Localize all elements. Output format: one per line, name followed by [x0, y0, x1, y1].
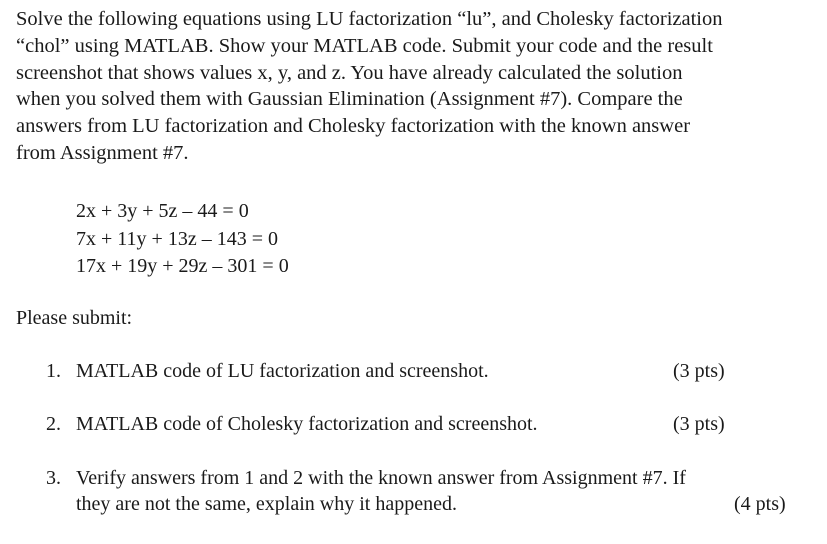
item-number: 2. [46, 413, 61, 435]
instructions-line: “chol” using MATLAB. Show your MATLAB code. Submit your code and the result [16, 34, 713, 57]
instructions-line: answers from LU factorization and Cholesky factorization with the known answer [16, 115, 691, 138]
item-points: (3 pts) [673, 360, 725, 382]
equation-system [76, 198, 289, 281]
equation-3: 17x + 19y + 29z – 301 = 0 [76, 255, 289, 277]
item-text [76, 465, 686, 517]
submission-item-3 [46, 465, 806, 521]
instructions-line: Solve the following equations using LU factorization “lu”, and Cholesky factorization [16, 8, 723, 30]
item-text: MATLAB code of Cholesky factorization and screenshot. [76, 413, 538, 435]
item-points: (3 pts) [673, 413, 725, 435]
item-number: 3. [46, 467, 61, 489]
instructions-line: from Assignment #7. [16, 141, 189, 164]
equation-2: 7x + 11y + 13z – 143 = 0 [76, 227, 278, 250]
item-text-line: they are not the same, explain why it happened. [76, 493, 457, 515]
equation-1: 2x + 3y + 5z – 44 = 0 [76, 200, 249, 222]
item-text: MATLAB code of LU factorization and screenshot. [76, 360, 489, 382]
item-number: 1. [46, 360, 61, 382]
item-text-line: Verify answers from 1 and 2 with the known answer from Assignment #7. If [76, 467, 686, 489]
instructions-line: when you solved them with Gaussian Elimination (Assignment #7). Compare the [16, 88, 683, 111]
submit-heading: Please submit: [16, 307, 133, 329]
item-points: (4 pts) [734, 493, 786, 515]
instructions-line: screenshot that shows values x, y, and z. You have already calculated the solution [16, 61, 683, 84]
instructions-paragraph [16, 6, 821, 167]
